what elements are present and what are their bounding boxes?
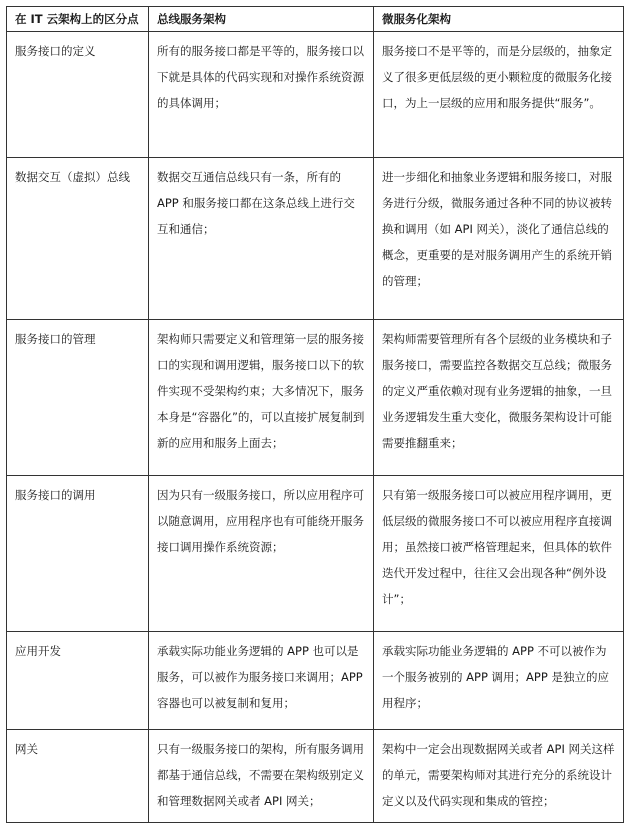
row-micro: 架构师需要管理所有各个层级的业务模块和子服务接口，需要监控各数据交互总线；微服务的定义严重依赖对现有业务逻辑的抽象，一旦业务逻辑发生重大变化，微服务架构设计可能需要推翻重来； [374, 320, 624, 476]
table-row [7, 320, 624, 476]
table-row [7, 632, 624, 730]
row-point: 服务接口的定义 [7, 32, 149, 158]
row-bus: 因为只有一级服务接口，所以应用程序可以随意调用，应用程序也有可能绕开服务接口调用操作系统资源； [149, 476, 374, 632]
row-point: 服务接口的调用 [7, 476, 149, 632]
row-point: 服务接口的管理 [7, 320, 149, 476]
row-bus: 数据交互通信总线只有一条，所有的 APP 和服务接口都在这条总线上进行交互和通信； [149, 158, 374, 320]
row-micro: 承载实际功能业务逻辑的 APP 不可以被作为一个服务被别的 APP 调用；APP 是独立的应用程序； [374, 632, 624, 730]
row-point: 网关 [7, 730, 149, 823]
row-micro: 进一步细化和抽象业务逻辑和服务接口，对服务进行分级，微服务通过各种不同的协议被转换和调用（如 API 网关），淡化了通信总线的概念，更重要的是对服务调用产生的系统开销的管理； [374, 158, 624, 320]
table-row [7, 730, 624, 823]
comparison-table [6, 6, 624, 823]
row-micro: 只有第一级服务接口可以被应用程序调用，更低层级的微服务接口不可以被应用程序直接调用；虽然接口被严格管理起来，但具体的软件迭代开发过程中，往往又会出现各种“例外设计”； [374, 476, 624, 632]
row-bus: 只有一级服务接口的架构，所有服务调用都基于通信总线，不需要在架构级别定义和管理数据网关或者 API 网关； [149, 730, 374, 823]
row-point: 应用开发 [7, 632, 149, 730]
row-bus: 承载实际功能业务逻辑的 APP 也可以是服务，可以被作为服务接口来调用；APP 容器也可以被复制和复用； [149, 632, 374, 730]
header-bus-architecture: 总线服务架构 [149, 7, 374, 32]
header-microservice-architecture: 微服务化架构 [374, 7, 624, 32]
row-micro: 服务接口不是平等的，而是分层级的，抽象定义了很多更低层级的更小颗粒度的微服务化接口，为上一层级的应用和服务提供“服务”。 [374, 32, 624, 158]
table-row [7, 476, 624, 632]
table-header-row [7, 7, 624, 32]
row-point: 数据交互（虚拟）总线 [7, 158, 149, 320]
table-row [7, 158, 624, 320]
row-micro: 架构中一定会出现数据网关或者 API 网关这样的单元，需要架构师对其进行充分的系统设计定义以及代码实现和集成的管控； [374, 730, 624, 823]
row-bus: 所有的服务接口都是平等的，服务接口以下就是具体的代码实现和对操作系统资源的具体调用； [149, 32, 374, 158]
row-bus: 架构师只需要定义和管理第一层的服务接口的实现和调用逻辑，服务接口以下的软件实现不受架构约束；大多情况下，服务本身是“容器化”的，可以直接扩展复制到新的应用和服务上面去； [149, 320, 374, 476]
header-distinction: 在 IT 云架构上的区分点 [7, 7, 149, 32]
table-row [7, 32, 624, 158]
